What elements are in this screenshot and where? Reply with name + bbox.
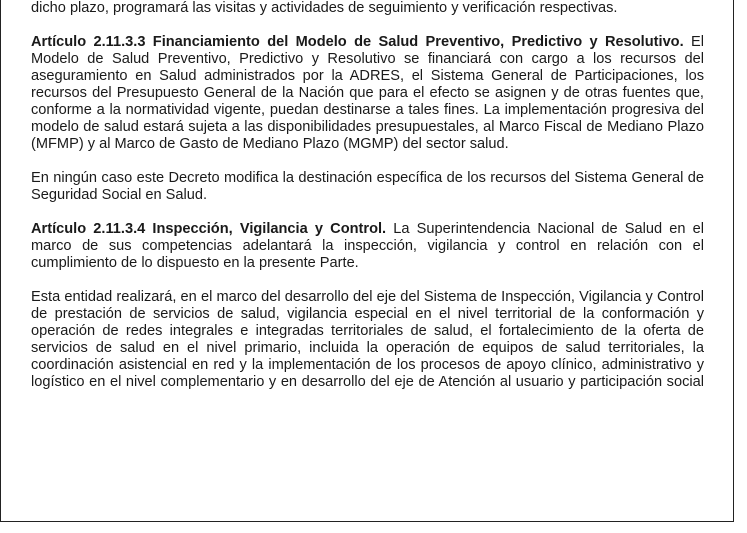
- paragraph-text: dicho plazo, programará las visitas y actividades de seguimiento y verificación respectivas.: [31, 0, 618, 16]
- article-heading: Artículo 2.11.3.4 Inspección, Vigilancia y Control.: [31, 221, 387, 237]
- paragraph-destination-note: [31, 170, 704, 204]
- paragraph-closing-previous: [31, 0, 704, 17]
- paragraph-text: El Modelo de Salud Preventivo, Predictivo y Resolutivo se financiará con cargo a los recursos del aseguramiento en Salud administrados por la ADRES, el Sistema General de Participaciones, los recursos del Presupuesto General de la Nación que para el efecto se asignen y de otras fuentes que, conforme a la normatividad vigente, puedan destinarse a tales fines. La implementación progresiva del modelo de salud estará sujeta a las disponibilidades presupuestales, al Marco Fiscal de Mediano Plazo (MFMP) y al Marco de Gasto de Mediano Plazo (MGMP) del sector salud.: [31, 34, 704, 152]
- paragraph-text: La Superintendencia Nacional de Salud en el marco de sus competencias adelantará la inspección, vigilancia y control en relación con el cumplimiento de lo dispuesto en la presente Parte.: [31, 221, 704, 271]
- paragraph-entity-actions: [31, 289, 704, 391]
- document-body: [31, 0, 704, 408]
- paragraph-article-2-11-3-4: [31, 221, 704, 272]
- paragraph-text: En ningún caso este Decreto modifica la destinación específica de los recursos del Sistema General de Seguridad Social en Salud.: [31, 170, 704, 203]
- article-heading: Artículo 2.11.3.3 Financiamiento del Modelo de Salud Preventivo, Predictivo y Resolutivo.: [31, 34, 684, 50]
- paragraph-article-2-11-3-3: [31, 34, 704, 153]
- paragraph-text: Esta entidad realizará, en el marco del desarrollo del eje del Sistema de Inspección, Vigilancia y Control de prestación de servicios de salud, vigilancia especial en el nivel territorial de la conformación y operación de redes integrales e integradas territoriales de salud, el fortalecimiento de la oferta de servicios de salud en el nivel primario, incluida la operación de equipos de salud territoriales, la coordinación asistencial en red y la implementación de los procesos de apoyo clínico, administrativo y logístico en el nivel complementario y en desarrollo del eje de Atención al usuario y participación social: [31, 289, 704, 390]
